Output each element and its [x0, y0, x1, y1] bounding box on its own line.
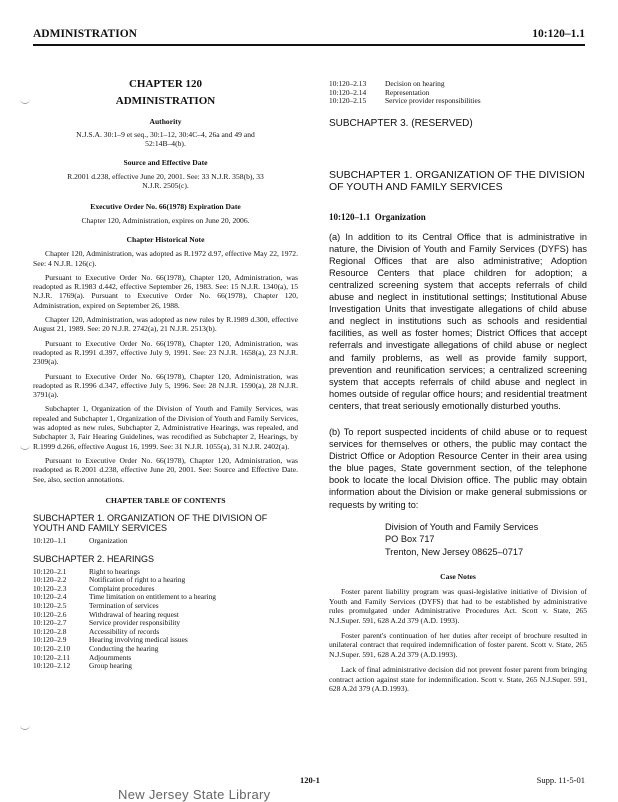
- paragraph-a: (a) In addition to its Central Office that is administrative in nature, the Division of Youth and Family Services (DYFS) has Regional Offices that are also administrative; Adoption Resource Centers that place children for adoption; a centralized screening system that accepts referrals of child abuse and neglect in institutional settings; Institutional Abuse Investigation Units that investigate allegations of child abuse and neglect in institutions such as schools and residential facilities, as well as foster homes; District Offices that accept referrals and investigate allegations of child abuse or neglect and family problems, as well as provide family support, prevention and reunification services; a centralized screening system that accepts referrals of child abuse and neglect in homes outside of regular office hours; and residential treatment centers, that treat seriously emotionally disturbed youths.: [329, 231, 587, 411]
- history-note: Pursuant to Executive Order No. 66(1978), Chapter 120, Administration, was readopted as R.1991 d.397, effective July 9, 1991. See: 23 N.J.R. 1658(a), 23 N.J.R. 2309(a).: [33, 338, 298, 367]
- case-note: Foster parent's continuation of her duties after receipt of brochure resulted in unilateral contract that required indemnification of foster parent. Scott v. State, 265 N.J.Super. 591, 628 A.2d 379 (A.D.1993).: [329, 631, 587, 659]
- margin-mark: [20, 96, 30, 104]
- toc-entry: 10:120–2.15 Service provider responsibilities: [329, 96, 481, 106]
- toc-entry: 10:120–1.1 Organization: [33, 536, 128, 546]
- toc-entry: 10:120–2.1 Right to hearings: [33, 566, 140, 576]
- toc-heading: CHAPTER TABLE OF CONTENTS: [105, 495, 226, 505]
- history-note: Pursuant to Executive Order No. 66(1978), Chapter 120, Administration, was readopted as R.1996 d.347, effective July 5, 1996. See: 28 N.J.R. 1590(a), 28 N.J.R. 3791(a).: [33, 371, 298, 400]
- eo-text: Chapter 120, Administration, expires on June 20, 2006.: [81, 215, 250, 225]
- section-heading: [329, 213, 587, 222]
- history-heading: Chapter Historical Note: [126, 234, 205, 244]
- address-line: Division of Youth and Family Services: [385, 521, 539, 532]
- toc-entry: 10:120–2.2 Notification of right to a hearing: [33, 575, 186, 585]
- section-name: Organization: [374, 212, 426, 223]
- toc-entry: 10:120–2.11 Adjournments: [33, 652, 132, 662]
- source-heading: Source and Effective Date: [123, 158, 208, 168]
- toc-subchapter-1: SUBCHAPTER 1. ORGANIZATION OF THE DIVISION OF YOUTH AND FAMILY SERVICES: [33, 513, 268, 534]
- left-column: [33, 80, 298, 671]
- toc-entry: 10:120–2.14 Representation: [329, 87, 430, 97]
- toc-entry: 10:120–2.6 Withdrawal of hearing request: [33, 609, 179, 619]
- running-header: [33, 28, 585, 46]
- toc-subchapter-3: SUBCHAPTER 3. (RESERVED): [329, 117, 473, 129]
- case-notes-heading: Case Notes: [440, 572, 476, 582]
- header-right: 10:120–1.1: [532, 28, 585, 40]
- authority-heading: Authority: [149, 116, 182, 126]
- header-left: ADMINISTRATION: [33, 28, 137, 40]
- toc-subchapter-2: SUBCHAPTER 2. HEARINGS: [33, 553, 155, 564]
- library-stamp: New Jersey State Library: [118, 787, 271, 802]
- address-line: PO Box 717: [385, 534, 435, 545]
- toc-entry: 10:120–2.7 Service provider responsibility: [33, 618, 181, 628]
- toc-entry: 10:120–2.3 Complaint procedures: [33, 583, 155, 593]
- toc-subchapter-1-list: [33, 537, 127, 546]
- paragraph-b: (b) To report suspected incidents of child abuse or to request services for themselves or others, the public may contact the District Office or Adoption Resource Center in their area using the blue pages, State government section, of the telephone book to locate the local Division office. The public may obtain information about the Division or make general submissions or requests by writing to:: [329, 426, 587, 510]
- toc-entry: 10:120–2.8 Accessibility of records: [33, 626, 160, 636]
- history-note: Chapter 120, Administration, was adopted as new rules by R.1989 d.300, effective August 21, 1989. See: 20 N.J.R. 2742(a), 21 N.J.R. 2513(b).: [33, 315, 298, 334]
- authority-text: N.J.S.A. 30:1–9 et seq., 30:1–12, 30:4C–4, 26a and 49 and 52:14B–4(b).: [76, 129, 255, 149]
- margin-mark: [20, 442, 30, 450]
- toc-continued-list: [329, 80, 481, 106]
- history-note: Chapter 120, Administration, was adopted as R.1972 d.97, effective May 22, 1972. See: 4 N.J.R. 126(c).: [33, 249, 298, 268]
- section-number: 10:120–1.1: [329, 212, 371, 223]
- page-number: 120-1: [300, 775, 320, 785]
- chapter-number: CHAPTER 120: [128, 78, 203, 90]
- history-notes: [33, 249, 298, 484]
- toc-entry: 10:120–2.13 Decision on hearing: [329, 79, 445, 88]
- chapter-title: ADMINISTRATION: [115, 95, 216, 108]
- history-note: Pursuant to Executive Order No. 66(1978), Chapter 120, Administration, was readopted as R.1983 d.442, effective September 26, 1983. See: 15 N.J.R. 1340(a), 15 N.J.R. 1769(a). Pursuant to Executive Order No. 66(1978), Chapter 120, Administration, expired on September 26, 1988.: [33, 272, 298, 310]
- margin-mark: [20, 722, 30, 730]
- mailing-address: [385, 521, 587, 559]
- case-note: Lack of final administrative decision did not prevent foster parent from bringing contract action against state for indemnification. Scott v. State, 265 N.J.Super. 591, 628 A.2d 379 (A.D.1993).: [329, 665, 587, 694]
- toc-entry: 10:120–2.9 Hearing involving medical issues: [33, 635, 188, 645]
- right-column: [329, 80, 587, 694]
- source-text: R.2001 d.238, effective June 20, 2001. See: 33 N.J.R. 358(b), 33 N.J.R. 2505(c).: [67, 171, 264, 191]
- toc-entry: 10:120–2.12 Group hearing: [33, 661, 132, 671]
- subchapter-1-title: SUBCHAPTER 1. ORGANIZATION OF THE DIVISION OF YOUTH AND FAMILY SERVICES: [329, 169, 585, 194]
- toc-entry: 10:120–2.5 Termination of services: [33, 601, 159, 611]
- history-note: Subchapter 1, Organization of the Division of Youth and Family Services, was repealed and Subchapter 1, Organization of the Division of Youth and Family Services, was adopted as new rules, Subchapter 2, Administrative Hearings, was repealed, and Subchapter 3, Fair Hearing Guidelines, was recodified as Subchapter 2, Hearings, by R.1999 d.266, effective August 16, 1999. See: 31 N.J.R. 1055(a), 31 N.J.R. 2402(a).: [33, 404, 298, 451]
- toc-entry: 10:120–2.4 Time limitation on entitlement to a hearing: [33, 592, 216, 602]
- eo-heading: Executive Order No. 66(1978) Expiration Date: [90, 202, 241, 212]
- address-line: Trenton, New Jersey 08625–0717: [385, 546, 524, 557]
- toc-entry: 10:120–2.10 Conducting the hearing: [33, 644, 159, 654]
- case-note: Foster parent liability program was quasi-legislative initiative of Division of Youth and Family Services (DYFS) that had to be established by administrative rules promulgated under Administrative Procedures Act. Scott v. State, 265 N.J.Super. 591, 628 A.2d 379 (A.D. 1993).: [329, 587, 587, 625]
- supplement-date: Supp. 11-5-01: [536, 775, 585, 785]
- history-note: Pursuant to Executive Order No. 66(1978), Chapter 120, Administration, was readopted as R.2001 d.238, effective June 20, 2001. See: Source and Effective Date. See, also, section annotations.: [33, 455, 298, 484]
- toc-subchapter-2-list: [33, 568, 216, 671]
